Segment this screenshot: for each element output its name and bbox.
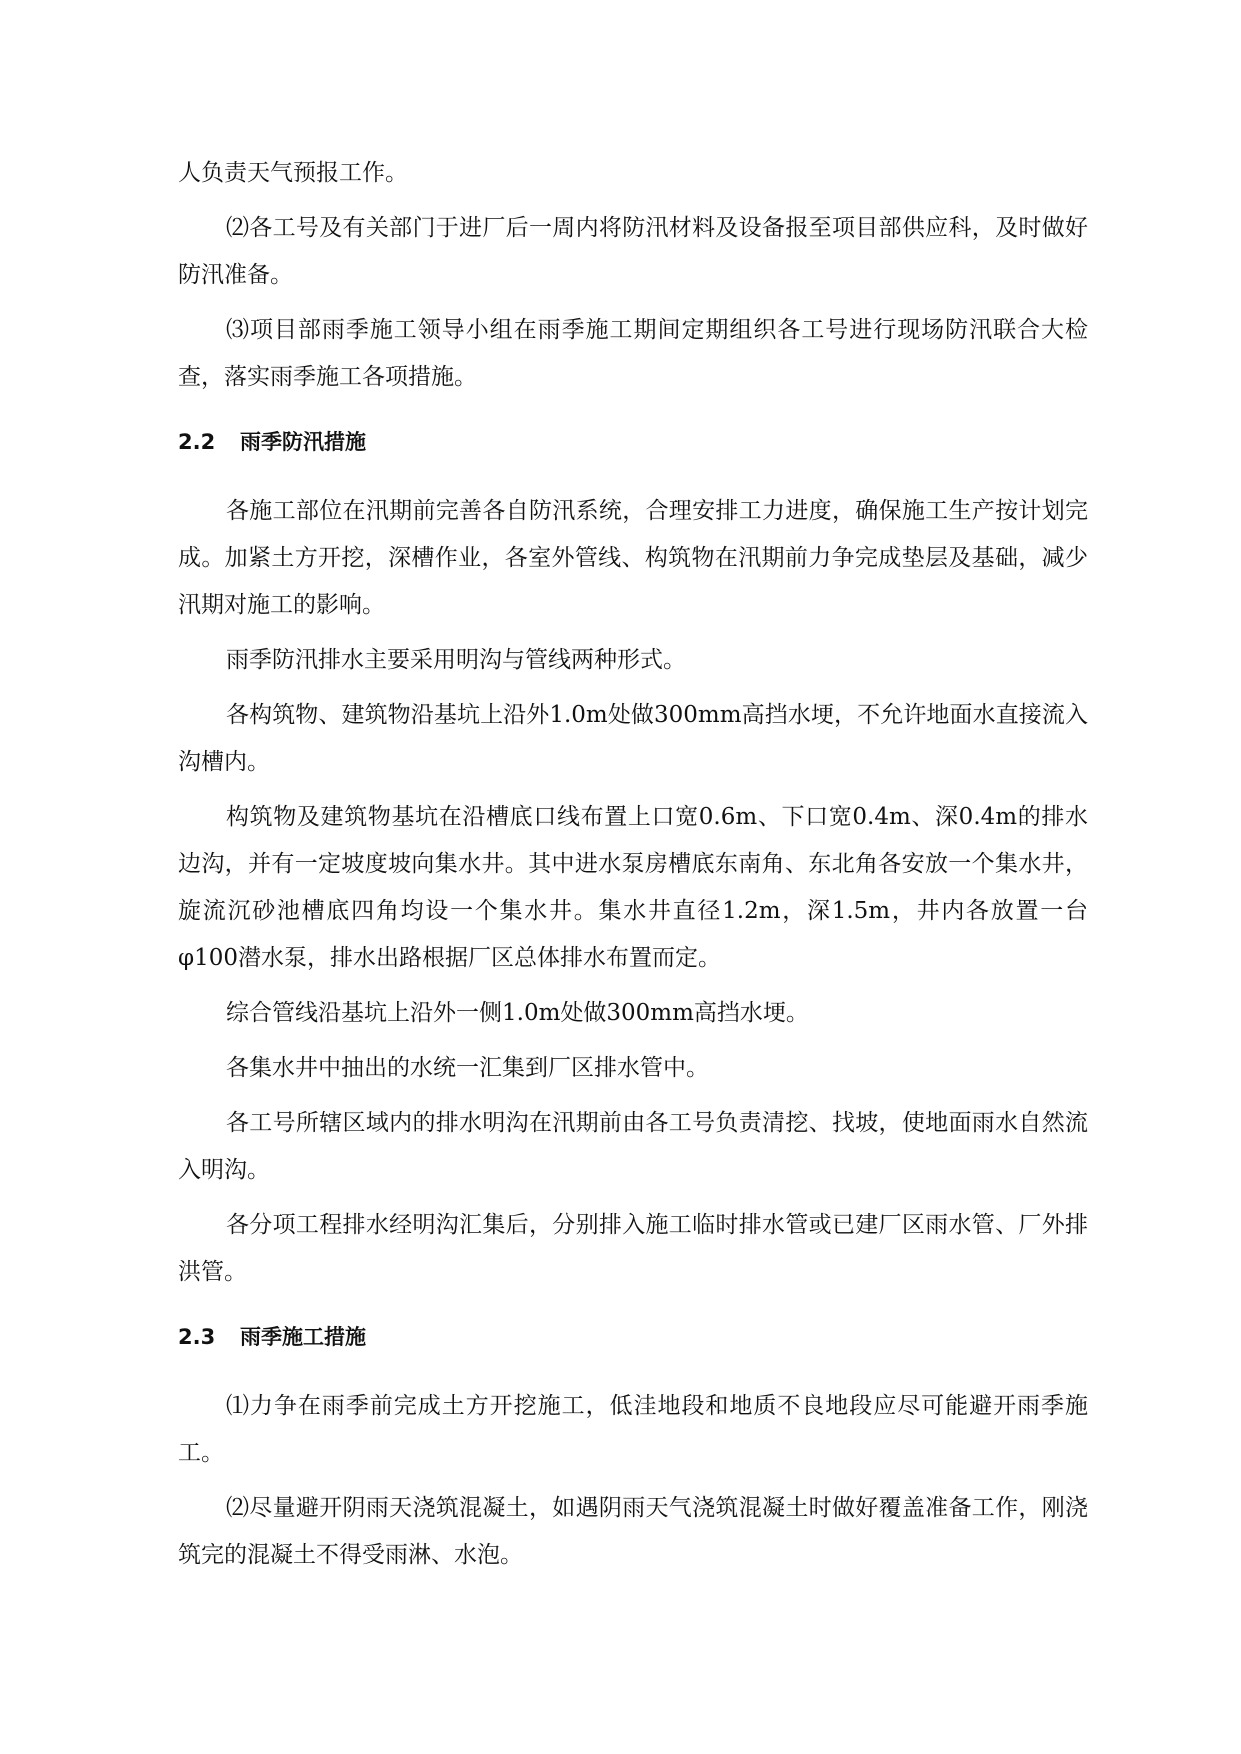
document-page	[178, 150, 1088, 1587]
paragraph-collect-water: 各集水井中抽出的水统一汇集到厂区排水管中。	[226, 1055, 709, 1081]
section-title: 雨季防汛措施	[240, 430, 366, 454]
paragraph-earthwork: ⑴力争在雨季前完成土方开挖施工，低洼地段和地质不良地段应尽可能避开雨季施工。	[178, 1393, 1088, 1466]
section-number: 2.3	[178, 1325, 216, 1349]
paragraph-pipeline-ridge: 综合管线沿基坑上沿外一侧1.0m处做300mm高挡水埂。	[226, 1000, 809, 1026]
paragraph-flood-materials: ⑵各工号及有关部门于进厂后一周内将防汛材料及设备报至项目部供应科，及时做好防汛准备。	[178, 215, 1088, 288]
paragraph-joint-inspection: ⑶项目部雨季施工领导小组在雨季施工期间定期组织各工号进行现场防汛联合大检查，落实雨季施工各项措施。	[178, 317, 1088, 390]
section-heading-2-2	[178, 419, 1088, 466]
paragraph-water-ridge: 各构筑物、建筑物沿基坑上沿外1.0m处做300mm高挡水埂，不允许地面水直接流入沟槽内。	[178, 702, 1088, 775]
section-number: 2.2	[178, 430, 216, 454]
paragraph-open-ditch: 各工号所辖区域内的排水明沟在汛期前由各工号负责清挖、找坡，使地面雨水自然流入明沟。	[178, 1110, 1088, 1183]
paragraph-side-ditch: 构筑物及建筑物基坑在沿槽底口线布置上口宽0.6m、下口宽0.4m、深0.4m的排水边沟，并有一定坡度坡向集水井。其中进水泵房槽底东南角、东北角各安放一个集水井，旋流沉砂池槽底四角均设一个集水井。集水井直径1.2m，深1.5m，井内各放置一台φ100潜水泵，排水出路根据厂区总体排水布置而定。	[178, 804, 1088, 971]
paragraph-drainage-forms: 雨季防汛排水主要采用明沟与管线两种形式。	[226, 647, 686, 673]
section-heading-2-3	[178, 1314, 1088, 1361]
paragraph-weather-forecast: 人负责天气预报工作。	[178, 160, 408, 186]
paragraph-discharge: 各分项工程排水经明沟汇集后，分别排入施工临时排水管或已建厂区雨水管、厂外排洪管。	[178, 1212, 1088, 1285]
section-title: 雨季施工措施	[240, 1325, 366, 1349]
paragraph-flood-system: 各施工部位在汛期前完善各自防汛系统，合理安排工力进度，确保施工生产按计划完成。加紧土方开挖，深槽作业，各室外管线、构筑物在汛期前力争完成垫层及基础，减少汛期对施工的影响。	[178, 498, 1088, 618]
paragraph-concrete: ⑵尽量避开阴雨天浇筑混凝土，如遇阴雨天气浇筑混凝土时做好覆盖准备工作，刚浇筑完的混凝土不得受雨淋、水泡。	[178, 1495, 1088, 1568]
